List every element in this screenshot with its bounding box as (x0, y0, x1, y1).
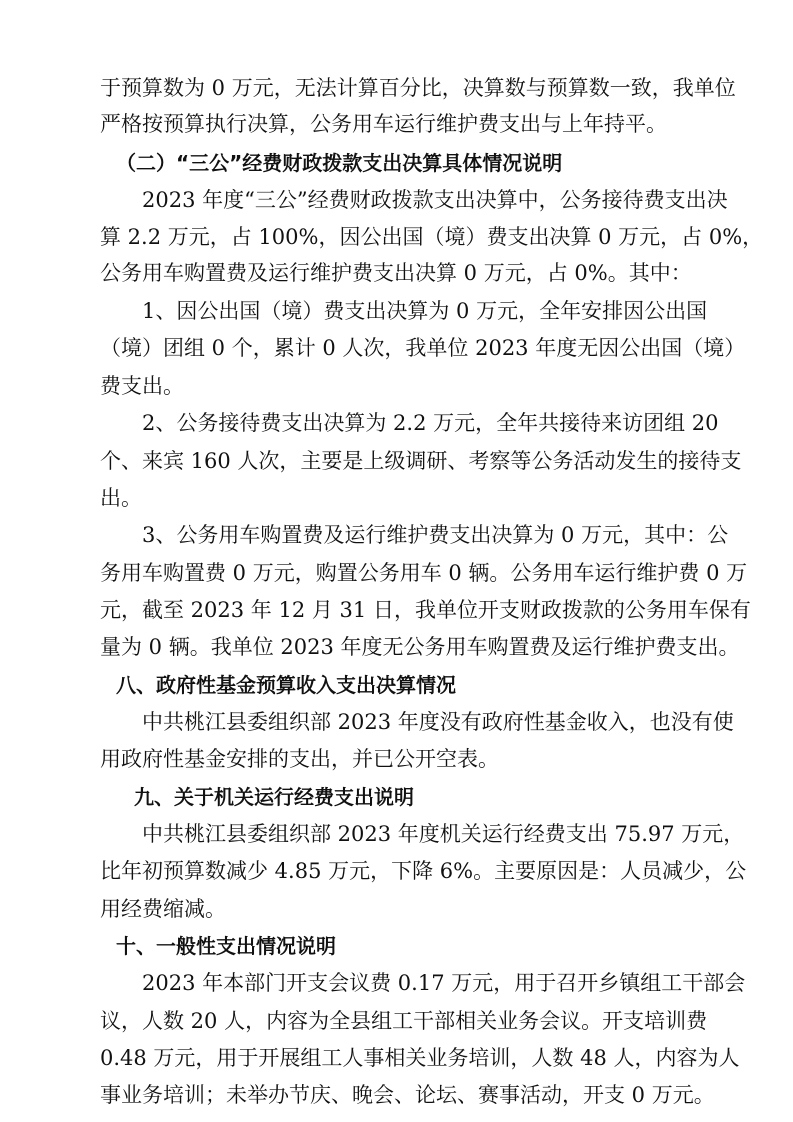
document-page: 于预算数为 0 万元，无法计算百分比，决算数与预算数一致，我单位 严格按预算执行决算，公务用车运行维护费支出与上年持平。 （二）“三公”经费财政拨款支出决算具体情况说明 2023 年度“三公”经费财政拨款支出决算中，公务接待费支出决 算 2.2 万元，占 100%，因公出国（境）费支出决算 0 万元，占 0%， 公务用车购置费及运行维护费支出决算 0 万元，占 0%。其中： 1、因公出国（境）费支出决算为 0 万元，全年安排因公出国 （境）团组 0 个，累计 0 人次，我单位 2023 年度无因公出国（境） 费支出。 2、公务接待费支出决算为 2.2 万元，全年共接待来访团组 20 个、来宾 160 人次，主要是上级调研、考察等公务活动发生的接待支 出。 3、公务用车购置费及运行维护费支出决算为 0 万元，其中：公 务用车购置费 0 万元，购置公务用车 0 辆。公务用车运行维护费 0 万 元，截至 2023 年 12 月 31 日，我单位开支财政拨款的公务用车保有 量为 0 辆。我单位 2023 年度无公务用车购置费及运行维护费支出。 八、政府性基金预算收入支出决算情况 中共桃江县委组织部 2023 年度没有政府性基金收入，也没有使 用政府性基金安排的支出，并已公开空表。 九、关于机关运行经费支出说明 中共桃江县委组织部 2023 年度机关运行经费支出 75.97 万元， 比年初预算数减少 4.85 万元，下降 6%。主要原因是：人员减少，公 用经费缩减。 十、一般性支出情况说明 2023 年本部门开支会议费 0.17 万元，用于召开乡镇组工干部会 议，人数 20 人，内容为全县组工干部相关业务会议。开支培训费 0.48 万元，用于开展组工人事相关业务培训，人数 48 人，内容为人 事业务培训；未举办节庆、晚会、论坛、赛事活动，开支 0 万元。 (100, 76, 764, 1107)
